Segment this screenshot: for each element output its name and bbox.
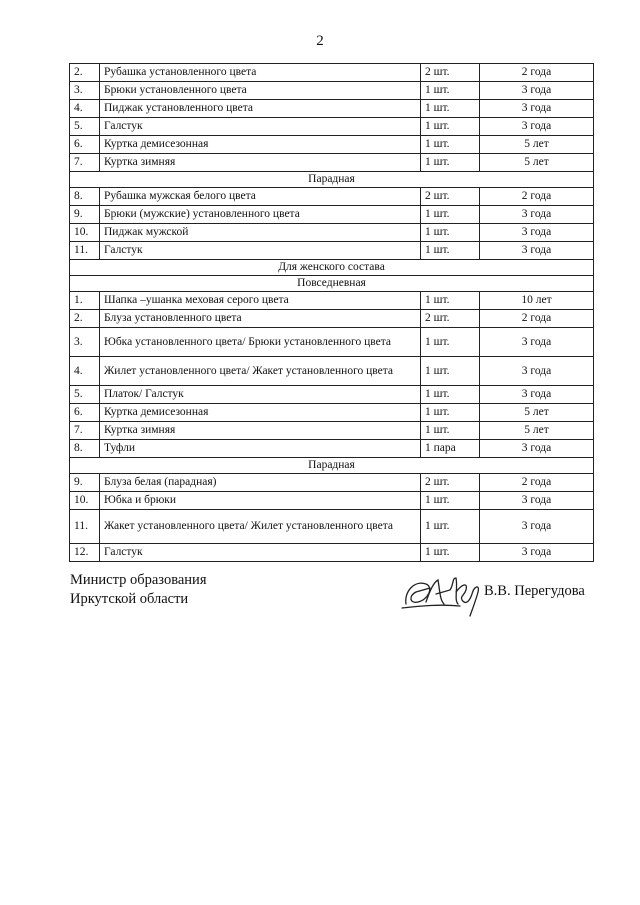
table-row	[70, 188, 594, 206]
section-header-row	[70, 172, 594, 188]
row-number: 9.	[70, 474, 100, 492]
item-quantity: 1 шт.	[421, 357, 480, 386]
table-row	[70, 440, 594, 458]
row-number: 10.	[70, 224, 100, 242]
item-wear-term: 5 лет	[480, 136, 594, 154]
item-wear-term: 3 года	[480, 100, 594, 118]
section-header: Парадная	[70, 458, 594, 474]
table-row	[70, 422, 594, 440]
item-name: Рубашка установленного цвета	[100, 64, 421, 82]
section-header-row	[70, 458, 594, 474]
table-row	[70, 310, 594, 328]
item-wear-term: 3 года	[480, 82, 594, 100]
item-name: Брюки (мужские) установленного цвета	[100, 206, 421, 224]
signatory-position	[70, 571, 206, 609]
item-quantity: 1 шт.	[421, 292, 480, 310]
item-quantity: 1 шт.	[421, 82, 480, 100]
item-quantity: 2 шт.	[421, 310, 480, 328]
item-quantity: 2 шт.	[421, 474, 480, 492]
table-row	[70, 386, 594, 404]
section-header: Для женского состава	[70, 260, 594, 276]
uniform-norms-table	[69, 63, 594, 562]
item-wear-term: 3 года	[480, 357, 594, 386]
table-row	[70, 292, 594, 310]
item-name: Галстук	[100, 118, 421, 136]
item-quantity: 1 шт.	[421, 544, 480, 562]
item-name: Галстук	[100, 544, 421, 562]
page-number: 2	[316, 33, 324, 49]
item-quantity: 1 шт.	[421, 224, 480, 242]
item-wear-term: 3 года	[480, 206, 594, 224]
row-number: 6.	[70, 136, 100, 154]
item-name: Куртка демисезонная	[100, 136, 421, 154]
item-name: Жакет установленного цвета/ Жилет установленного цвета	[100, 510, 421, 544]
table-row	[70, 82, 594, 100]
table-body	[70, 64, 594, 562]
item-quantity: 1 пара	[421, 440, 480, 458]
item-quantity: 1 шт.	[421, 510, 480, 544]
item-wear-term: 3 года	[480, 386, 594, 404]
item-name: Блуза установленного цвета	[100, 310, 421, 328]
item-wear-term: 3 года	[480, 118, 594, 136]
row-number: 5.	[70, 386, 100, 404]
section-header-row	[70, 260, 594, 276]
handwritten-signature	[400, 570, 490, 618]
row-number: 2.	[70, 310, 100, 328]
row-number: 5.	[70, 118, 100, 136]
section-header-row	[70, 276, 594, 292]
item-quantity: 2 шт.	[421, 64, 480, 82]
item-name: Куртка демисезонная	[100, 404, 421, 422]
item-name: Галстук	[100, 242, 421, 260]
table-row	[70, 136, 594, 154]
row-number: 4.	[70, 100, 100, 118]
table-row	[70, 242, 594, 260]
item-quantity: 1 шт.	[421, 242, 480, 260]
row-number: 12.	[70, 544, 100, 562]
item-name: Рубашка мужская белого цвета	[100, 188, 421, 206]
item-wear-term: 2 года	[480, 310, 594, 328]
item-quantity: 1 шт.	[421, 404, 480, 422]
item-wear-term: 2 года	[480, 64, 594, 82]
item-wear-term: 2 года	[480, 188, 594, 206]
item-name: Жилет установленного цвета/ Жакет установленного цвета	[100, 357, 421, 386]
table-row	[70, 206, 594, 224]
table-row	[70, 404, 594, 422]
item-quantity: 1 шт.	[421, 422, 480, 440]
table-row	[70, 474, 594, 492]
table-row	[70, 64, 594, 82]
item-quantity: 1 шт.	[421, 386, 480, 404]
item-wear-term: 5 лет	[480, 404, 594, 422]
table-row	[70, 328, 594, 357]
item-name: Юбка установленного цвета/ Брюки установленного цвета	[100, 328, 421, 357]
table-row	[70, 154, 594, 172]
item-quantity: 1 шт.	[421, 118, 480, 136]
signatory-name: В.В. Перегудова	[484, 583, 585, 599]
table-row	[70, 492, 594, 510]
row-number: 4.	[70, 357, 100, 386]
item-name: Куртка зимняя	[100, 154, 421, 172]
item-quantity: 1 шт.	[421, 154, 480, 172]
table-row	[70, 510, 594, 544]
item-name: Куртка зимняя	[100, 422, 421, 440]
item-quantity: 1 шт.	[421, 136, 480, 154]
row-number: 7.	[70, 422, 100, 440]
item-wear-term: 3 года	[480, 224, 594, 242]
row-number: 11.	[70, 242, 100, 260]
section-header: Парадная	[70, 172, 594, 188]
item-wear-term: 10 лет	[480, 292, 594, 310]
item-wear-term: 5 лет	[480, 422, 594, 440]
row-number: 3.	[70, 328, 100, 357]
item-name: Блуза белая (парадная)	[100, 474, 421, 492]
section-header: Повседневная	[70, 276, 594, 292]
item-name: Шапка –ушанка меховая серого цвета	[100, 292, 421, 310]
row-number: 8.	[70, 188, 100, 206]
item-name: Платок/ Галстук	[100, 386, 421, 404]
row-number: 9.	[70, 206, 100, 224]
row-number: 10.	[70, 492, 100, 510]
item-wear-term: 2 года	[480, 474, 594, 492]
signatory-position-line1: Министр образования	[70, 572, 207, 588]
table-row	[70, 357, 594, 386]
signatory-position-line2: Иркутской области	[70, 591, 189, 607]
row-number: 2.	[70, 64, 100, 82]
item-quantity: 1 шт.	[421, 328, 480, 357]
table-row	[70, 118, 594, 136]
item-wear-term: 3 года	[480, 544, 594, 562]
item-wear-term: 3 года	[480, 328, 594, 357]
row-number: 8.	[70, 440, 100, 458]
item-name: Пиджак мужской	[100, 224, 421, 242]
row-number: 11.	[70, 510, 100, 544]
item-quantity: 1 шт.	[421, 492, 480, 510]
item-quantity: 1 шт.	[421, 100, 480, 118]
item-name: Пиджак установленного цвета	[100, 100, 421, 118]
table-row	[70, 224, 594, 242]
row-number: 7.	[70, 154, 100, 172]
item-quantity: 1 шт.	[421, 206, 480, 224]
item-name: Туфли	[100, 440, 421, 458]
item-wear-term: 3 года	[480, 510, 594, 544]
row-number: 3.	[70, 82, 100, 100]
table-row	[70, 100, 594, 118]
item-name: Брюки установленного цвета	[100, 82, 421, 100]
row-number: 1.	[70, 292, 100, 310]
item-name: Юбка и брюки	[100, 492, 421, 510]
item-quantity: 2 шт.	[421, 188, 480, 206]
row-number: 6.	[70, 404, 100, 422]
table-row	[70, 544, 594, 562]
item-wear-term: 3 года	[480, 492, 594, 510]
item-wear-term: 3 года	[480, 440, 594, 458]
item-wear-term: 5 лет	[480, 154, 594, 172]
item-wear-term: 3 года	[480, 242, 594, 260]
